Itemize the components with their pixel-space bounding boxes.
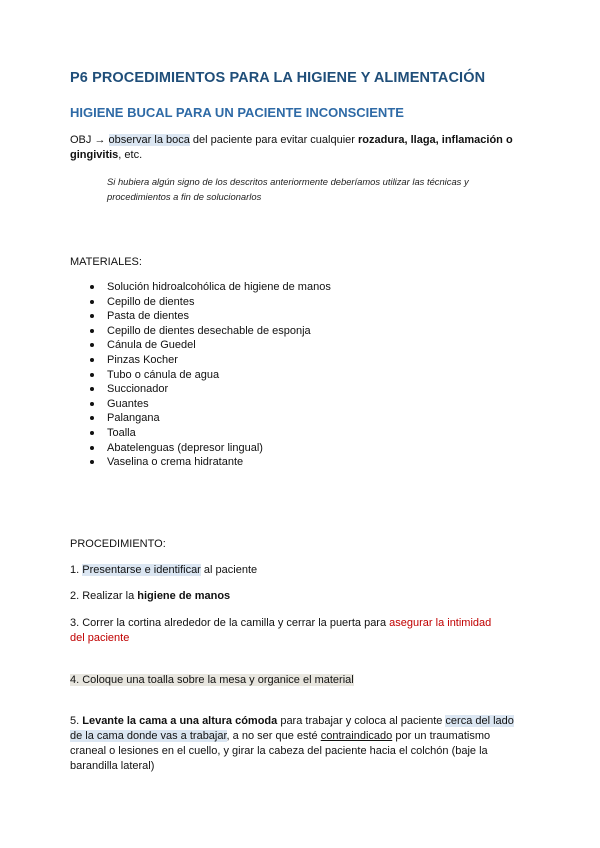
list-item: Cánula de Guedel bbox=[70, 338, 331, 353]
list-item: Tubo o cánula de agua bbox=[70, 368, 331, 383]
step-5-line3: craneal o lesiones en el cuello, y girar la cabeza del paciente hacia el colchón (baje la bbox=[70, 745, 488, 757]
step-5-highlight-line1: cerca del lado bbox=[445, 715, 514, 727]
list-item: Guantes bbox=[70, 397, 331, 412]
step-5-rest-line2: por un traumatismo bbox=[392, 730, 491, 742]
materials-list bbox=[70, 280, 331, 470]
section-subtitle: HIGIENE BUCAL PARA UN PACIENTE INCONSCIENTE bbox=[70, 105, 404, 120]
list-item: Toalla bbox=[70, 426, 331, 441]
list-item: Pasta de dientes bbox=[70, 309, 331, 324]
list-item: Cepillo de dientes bbox=[70, 295, 331, 310]
step-5-bold: Levante la cama a una altura cómoda bbox=[82, 715, 278, 727]
step-3 bbox=[70, 616, 540, 646]
step-3-text: 3. Correr la cortina alrededor de la camilla y cerrar la puerta para bbox=[70, 617, 390, 629]
step-4 bbox=[70, 673, 540, 688]
italic-note bbox=[107, 174, 527, 204]
step-3-red-line1: asegurar la intimidad bbox=[389, 617, 492, 629]
page-title: P6 PROCEDIMIENTOS PARA LA HIGIENE Y ALIMENTACIÓN bbox=[70, 70, 486, 86]
procedure-heading: PROCEDIMIENTO: bbox=[70, 538, 166, 550]
step-1-rest: al paciente bbox=[200, 564, 258, 576]
objective-highlight: observar la boca bbox=[108, 134, 190, 146]
step-1-highlight: Presentarse e identificar bbox=[82, 564, 201, 576]
step-5-line4: barandilla lateral) bbox=[70, 760, 155, 772]
step-2-bold: higiene de manos bbox=[137, 590, 231, 602]
step-5-underline: contraindicado bbox=[320, 730, 393, 742]
list-item: Solución hidroalcohólica de higiene de manos bbox=[70, 280, 331, 295]
step-5-mid2: , a no ser que esté bbox=[226, 730, 321, 742]
step-2 bbox=[70, 589, 540, 604]
list-item: Cepillo de dientes desechable de esponja bbox=[70, 324, 331, 339]
step-5-highlight-line2: de la cama donde vas a trabajar bbox=[70, 730, 227, 742]
note-line: Si hubiera algún signo de los descritos anteriormente deberíamos utilizar las técnicas y bbox=[107, 176, 469, 187]
list-item: Succionador bbox=[70, 382, 331, 397]
list-item: Palangana bbox=[70, 411, 331, 426]
step-2-text: 2. Realizar la bbox=[70, 590, 138, 602]
objective-paragraph bbox=[70, 133, 540, 163]
objective-bold: rozadura, llaga, inflamación o gingivitis bbox=[70, 134, 513, 161]
objective-middle: del paciente para evitar cualquier bbox=[189, 134, 359, 146]
step-5 bbox=[70, 714, 550, 774]
note-line: procedimientos a fin de solucionarlos bbox=[107, 191, 262, 202]
step-5-mid: para trabajar y coloca al paciente bbox=[277, 715, 446, 727]
step-5-number: 5. bbox=[70, 715, 83, 727]
materials-heading: MATERIALES: bbox=[70, 256, 142, 268]
list-item: Abatelenguas (depresor lingual) bbox=[70, 441, 331, 456]
step-4-text: 4. Coloque una toalla sobre la mesa y organice el material bbox=[70, 674, 354, 686]
step-1 bbox=[70, 563, 540, 578]
list-item: Vaselina o crema hidratante bbox=[70, 455, 331, 470]
objective-prefix: OBJ → bbox=[70, 134, 109, 146]
list-item: Pinzas Kocher bbox=[70, 353, 331, 368]
step-1-number: 1. bbox=[70, 564, 83, 576]
objective-suffix: , etc. bbox=[118, 149, 143, 161]
step-3-red-line2: del paciente bbox=[70, 632, 130, 644]
